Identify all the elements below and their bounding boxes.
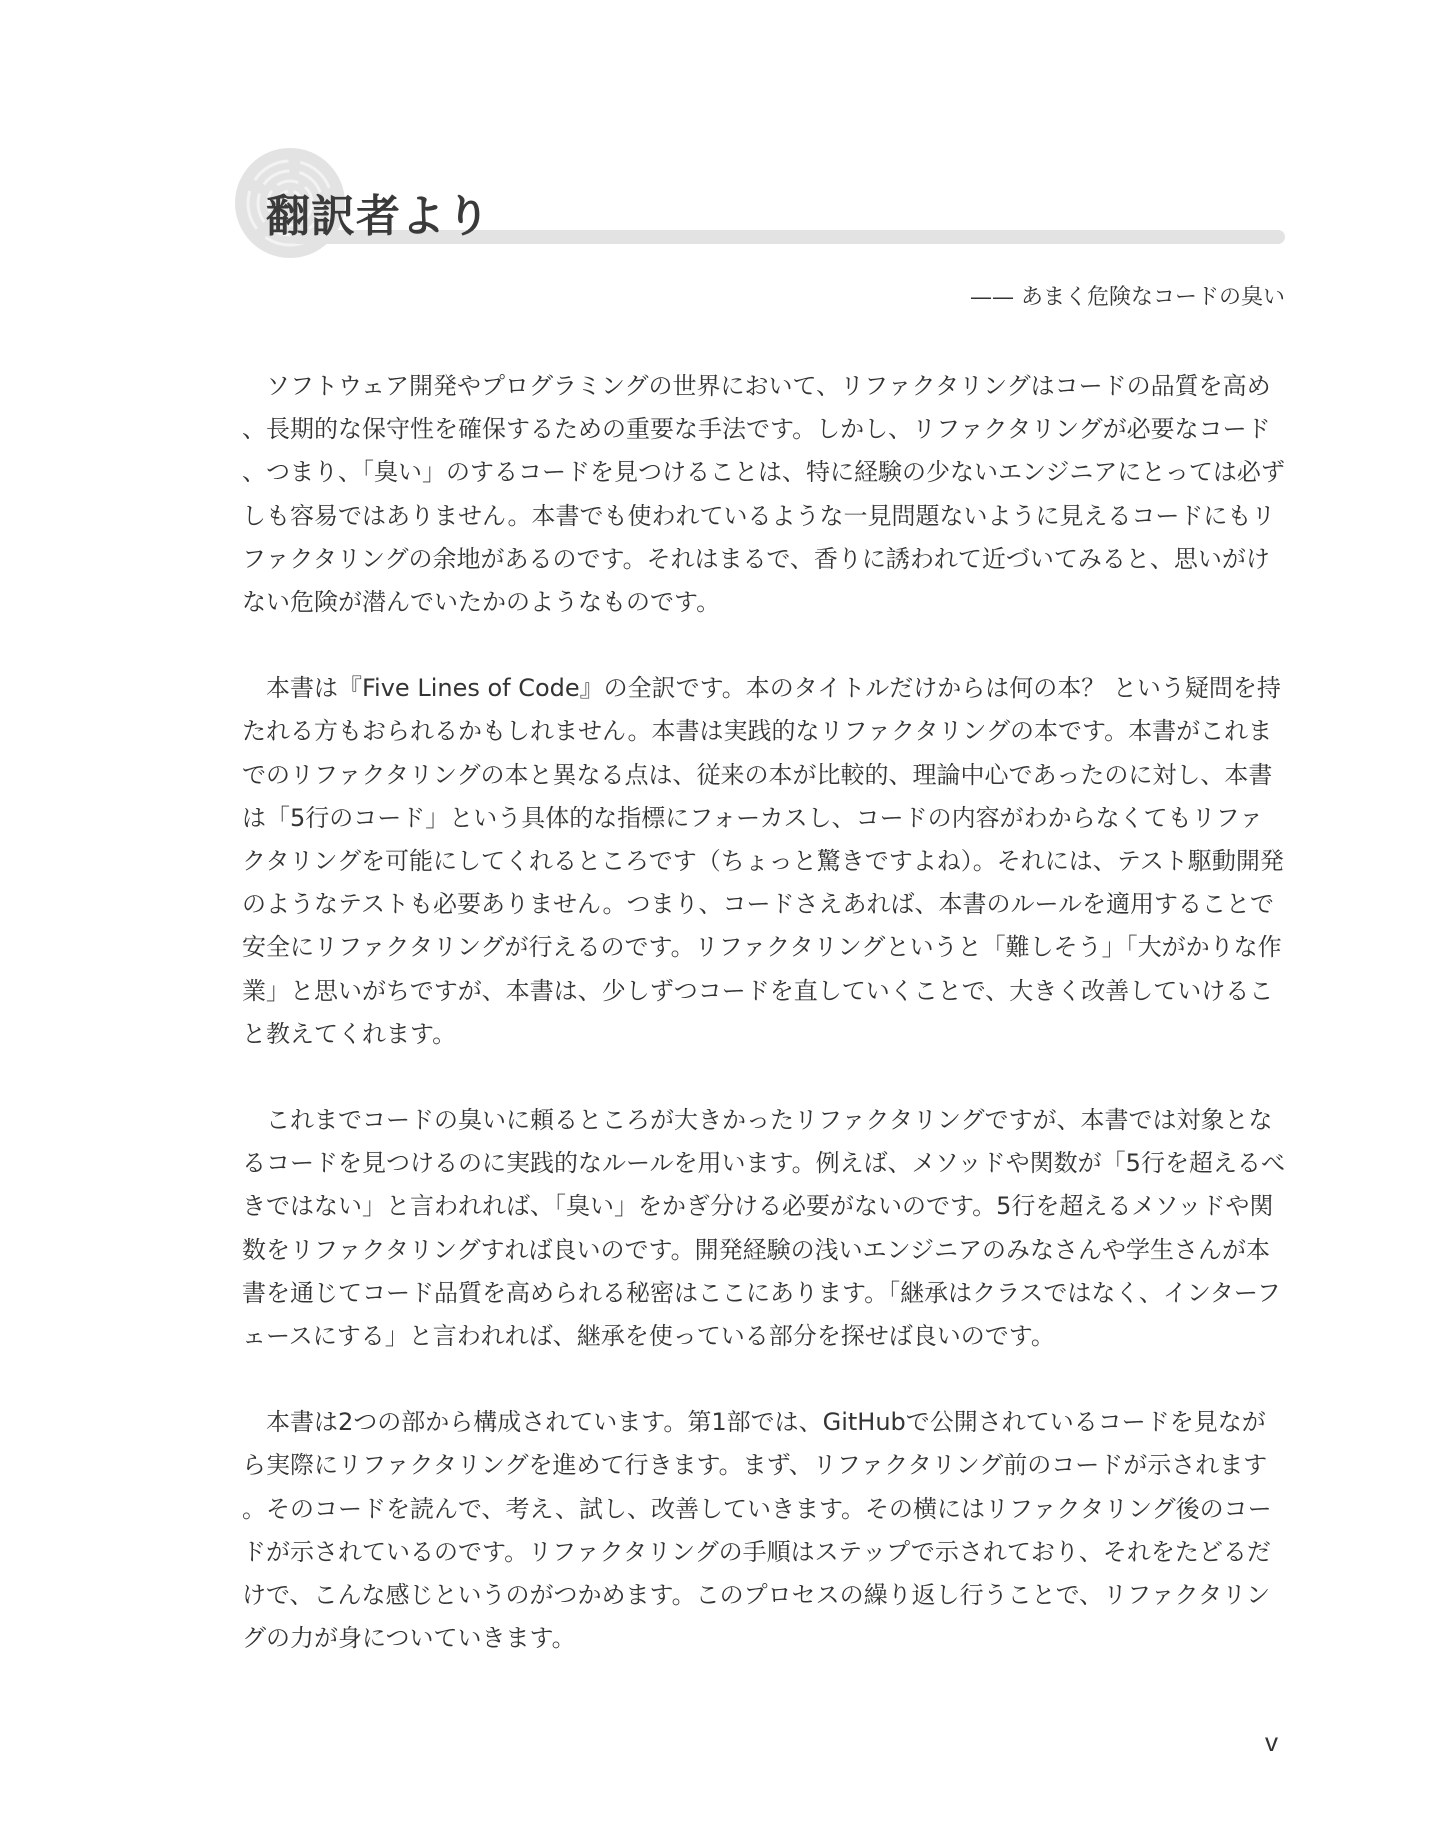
chapter-title: 翻訳者より xyxy=(266,191,491,242)
chapter-subtitle: —— あまく危険なコードの臭い xyxy=(970,285,1285,310)
paragraph: 本書は2つの部から構成されています。第1部では、GitHubで公開されているコードを見ながら実際にリファクタリングを進めて行きます。まず、リファクタリング前のコードが示されます。そのコードを読んで、考え、試し、改善していきます。その横にはリファクタリング後のコードが示されているのです。リファクタリングの手順はステップで示されており、それをたどるだけで、こんな感じというのがつかめます。このプロセスの繰り返し行うことで、リファクタリングの力が身についていきます。 xyxy=(242,1408,1272,1653)
page-number: v xyxy=(1265,1727,1278,1757)
chapter-heading xyxy=(235,148,1285,258)
paragraph: 本書は『Five Lines of Code』の全訳です。本のタイトルだけからは何の本？ という疑問を持たれる方もおられるかもしれません。本書は実践的なリファクタリングの本です。本書がこれまでのリファクタリングの本と異なる点は、従来の本が比較的、理論中心であったのに対し、本書は「5行のコード」という具体的な指標にフォーカスし、コードの内容がわからなくてもリファクタリングを可能にしてくれるところです（ちょっと驚きですよね）。それには、テスト駆動開発のようなテストも必要ありません。つまり、コードさえあれば、本書のルールを適用することで安全にリファクタリングが行えるのです。リファクタリングというと「難しそう」「大がかりな作業」と思いがちですが、本書は、少しずつコードを直していくことで、大きく改善していけること教えてくれます。 xyxy=(242,674,1284,1048)
body-text xyxy=(242,365,1285,1703)
paragraph: これまでコードの臭いに頼るところが大きかったリファクタリングですが、本書では対象となるコードを見つけるのに実践的なルールを用います。例えば、メソッドや関数が「5行を超えるべきではない」と言われれば、「臭い」をかぎ分ける必要がないのです。5行を超えるメソッドや関数をリファクタリングすれば良いのです。開発経験の浅いエンジニアのみなさんや学生さんが本書を通じてコード品質を高められる秘密はここにあります。「継承はクラスではなく、インターフェースにする」と言われれば、継承を使っている部分を探せば良いのです。 xyxy=(242,1106,1285,1351)
paragraph: ソフトウェア開発やプログラミングの世界において、リファクタリングはコードの品質を高め、長期的な保守性を確保するための重要な手法です。しかし、リファクタリングが必要なコード、つまり、「臭い」のするコードを見つけることは、特に経験の少ないエンジニアにとっては必ずしも容易ではありません。本書でも使われているような一見問題ないように見えるコードにもリファクタリングの余地があるのです。それはまるで、香りに誘われて近づいてみると、思いがけない危険が潜んでいたかのようなものです。 xyxy=(242,372,1285,617)
